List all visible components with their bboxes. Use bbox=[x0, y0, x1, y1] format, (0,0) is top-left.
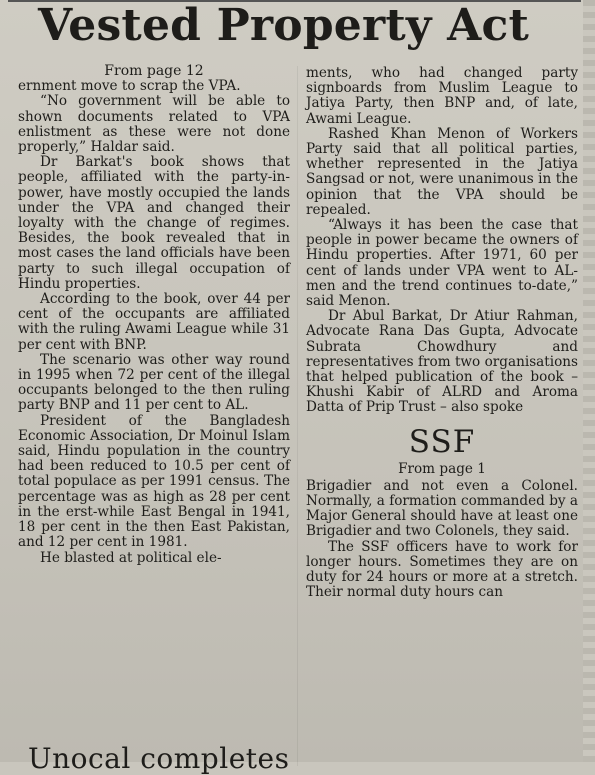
paragraph: Dr Barkat's book shows that people, affiliated with the party-in-power, have mostly occupied the lands under the VPA and changed their loyalty with the change of regimes. Besides, the book revealed that in most cases the land officials have been party to such illegal occupation of Hindu properties. bbox=[18, 154, 290, 292]
paragraph: “Always it has been the case that people in power became the owners of Hindu properties. After 1971, 60 per cent of lands under VPA went to AL-men and the trend continues to-date,” said Menon. bbox=[306, 217, 578, 310]
paragraph: President of the Bangladesh Economic Association, Dr Moinul Islam said, Hindu population in the country had been reduced to 10.5 per cent of total populace as per 1991 census. The percentage was as high as 28 per cent in the erst-while East Bengal in 1941, 18 per cent in the then East Pakistan, and 12 per cent in 1981. bbox=[18, 412, 290, 551]
column-divider bbox=[297, 66, 298, 766]
left-column bbox=[18, 64, 290, 566]
paragraph: The SSF officers have to work for longer hours. Sometimes they are on duty for 24 hours or more at a stretch. Their normal duty hours can bbox=[306, 538, 578, 601]
paragraph: ments, who had changed party signboards from Muslim League to Jatiya Party, then BNP and, of late, Awami League. bbox=[306, 65, 578, 127]
paragraph: According to the book, over 44 per cent of the occupants are affiliated with the ruling Awami League while 31 per cent with BNP. bbox=[18, 291, 290, 353]
paragraph: Brigadier and not even a Colonel. Normally, a formation commanded by a Major General should have at least one Brigadier and two Colonels, they said. bbox=[306, 477, 579, 540]
ssf-heading: SSF bbox=[408, 423, 476, 460]
paragraph: He blasted at political ele- bbox=[40, 549, 222, 566]
paragraph: Rashed Khan Menon of Workers Party said that all political parties, whether represented in the Jatiya Sangsad or not, were unanimous in the opinion that the VPA should be repealed. bbox=[306, 125, 578, 218]
headline: Vested Property Act bbox=[37, 0, 530, 51]
bottom-headline: Unocal completes bbox=[28, 742, 290, 775]
page-edge bbox=[583, 0, 595, 762]
paragraph: The scenario was other way round in 1995 when 72 per cent of the illegal occupants belonged to the then ruling party BNP and 11 per cent to AL. bbox=[18, 351, 290, 414]
paragraph: “No government will be able to shown documents related to VPA enlistment as these were not done properly,” Haldar said. bbox=[18, 93, 290, 156]
paragraph: Dr Abul Barkat, Dr Atiur Rahman, Advocate Rana Das Gupta, Advocate Subrata Chowdhury and representatives from two organisations that helped publication of the book – Khushi Kabir of ALRD and Aroma Datta of Prip Trust – also spoke bbox=[306, 308, 578, 416]
right-column bbox=[306, 66, 578, 601]
paragraph: ernment move to scrap the VPA. bbox=[18, 78, 241, 95]
ssf-jump-line: From page 1 bbox=[398, 460, 486, 477]
jump-line: From page 12 bbox=[104, 63, 204, 79]
